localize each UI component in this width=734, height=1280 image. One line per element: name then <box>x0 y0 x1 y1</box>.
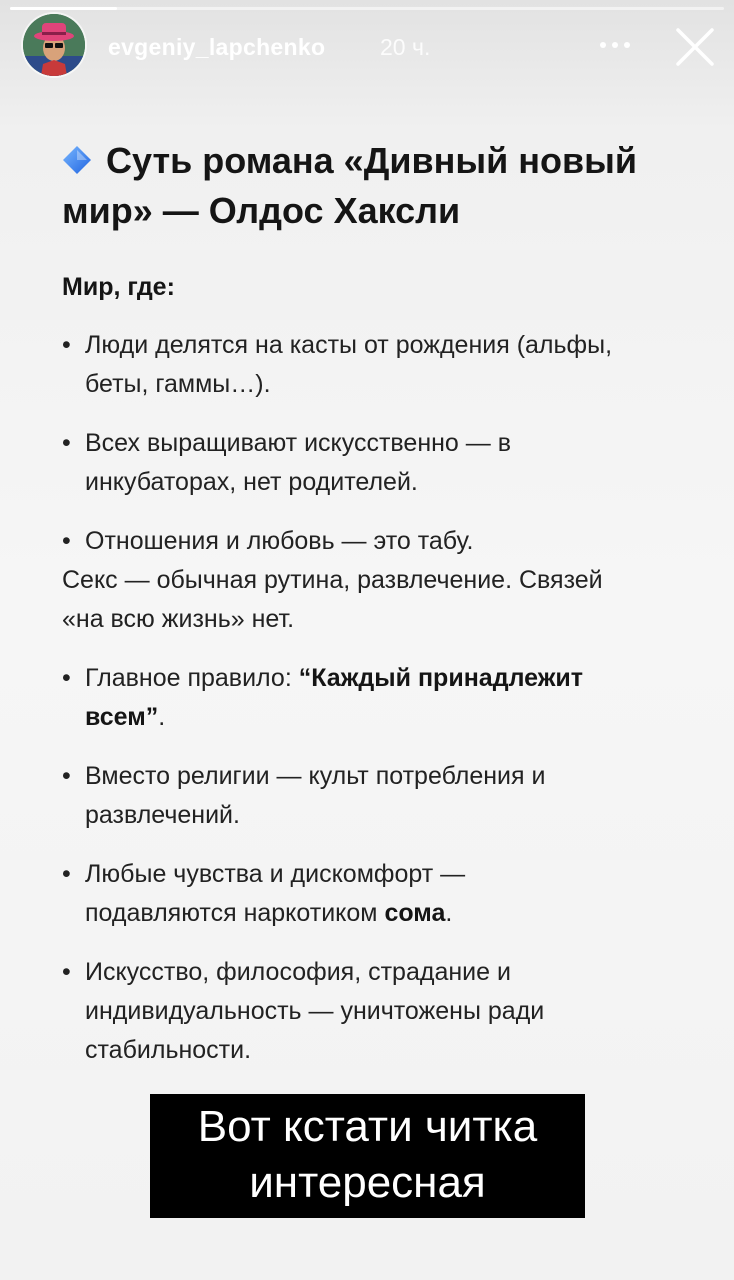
list-item-continuation <box>62 561 702 639</box>
bullet-marker: • <box>62 664 71 692</box>
bullet-marker: • <box>62 429 71 457</box>
post-title-line-2: мир» — Олдос Хаксли <box>62 190 461 231</box>
story-text-caption[interactable] <box>150 1094 585 1218</box>
list-item-line: инкубаторах, нет родителей. <box>85 468 418 496</box>
list-item-line: Секс — обычная рутина, развлечение. Связей <box>62 566 603 594</box>
list-item <box>62 424 702 502</box>
list-item-bold: всем” <box>85 703 159 731</box>
more-horizontal-icon <box>600 42 606 48</box>
list-item-line: Отношения и любовь — это табу. <box>85 527 474 555</box>
list-item-line: беты, гаммы…). <box>85 370 271 398</box>
list-item-text: Главное правило: <box>85 664 299 692</box>
list-item-bold: “Каждый принадлежит <box>298 664 584 692</box>
list-item-text: . <box>445 899 453 927</box>
avatar-image <box>23 14 85 76</box>
story-header <box>0 0 734 100</box>
list-item-line: развлечений. <box>85 801 240 829</box>
list-item-line: Вместо религии — культ потребления и <box>85 762 546 790</box>
list-item <box>62 953 702 1070</box>
blue-diamond-icon <box>62 145 92 175</box>
more-options-button[interactable] <box>593 28 637 62</box>
caption-line-1: Вот кстати читка <box>197 1102 538 1151</box>
avatar[interactable] <box>23 14 85 76</box>
post-intro: Мир, где: <box>62 273 175 301</box>
list-item <box>62 757 702 835</box>
list-item <box>62 326 702 404</box>
list-item-text: подавляются наркотиком <box>85 899 385 927</box>
list-item-line: стабильности. <box>85 1036 252 1064</box>
list-item <box>62 855 702 933</box>
list-item-line: Всех выращивают искусственно — в <box>85 429 512 457</box>
list-item-bold: сома <box>384 899 446 927</box>
list-item-line: Искусство, философия, страдание и <box>85 958 511 986</box>
close-icon <box>672 24 718 70</box>
post-title <box>62 136 702 236</box>
caption-line-2: интересная <box>249 1158 486 1207</box>
list-item-line: индивидуальность — уничтожены ради <box>85 997 545 1025</box>
story-timestamp: 20 ч. <box>380 34 431 60</box>
bullet-marker: • <box>62 860 71 888</box>
post-title-line-1: Суть романа «Дивный новый <box>106 140 637 181</box>
bullet-marker: • <box>62 762 71 790</box>
bullet-marker: • <box>62 527 71 555</box>
close-button[interactable] <box>672 24 718 70</box>
bullet-marker: • <box>62 331 71 359</box>
list-item <box>62 522 702 561</box>
list-item-text: . <box>158 703 166 731</box>
bullet-marker: • <box>62 958 71 986</box>
story-username[interactable]: evgeniy_lapchenko <box>108 34 326 60</box>
list-item-line: Любые чувства и дискомфорт — <box>85 860 466 888</box>
list-item-line: Люди делятся на касты от рождения (альфы, <box>85 331 613 359</box>
list-item-line: «на всю жизнь» нет. <box>62 605 295 633</box>
list-item <box>62 659 702 737</box>
